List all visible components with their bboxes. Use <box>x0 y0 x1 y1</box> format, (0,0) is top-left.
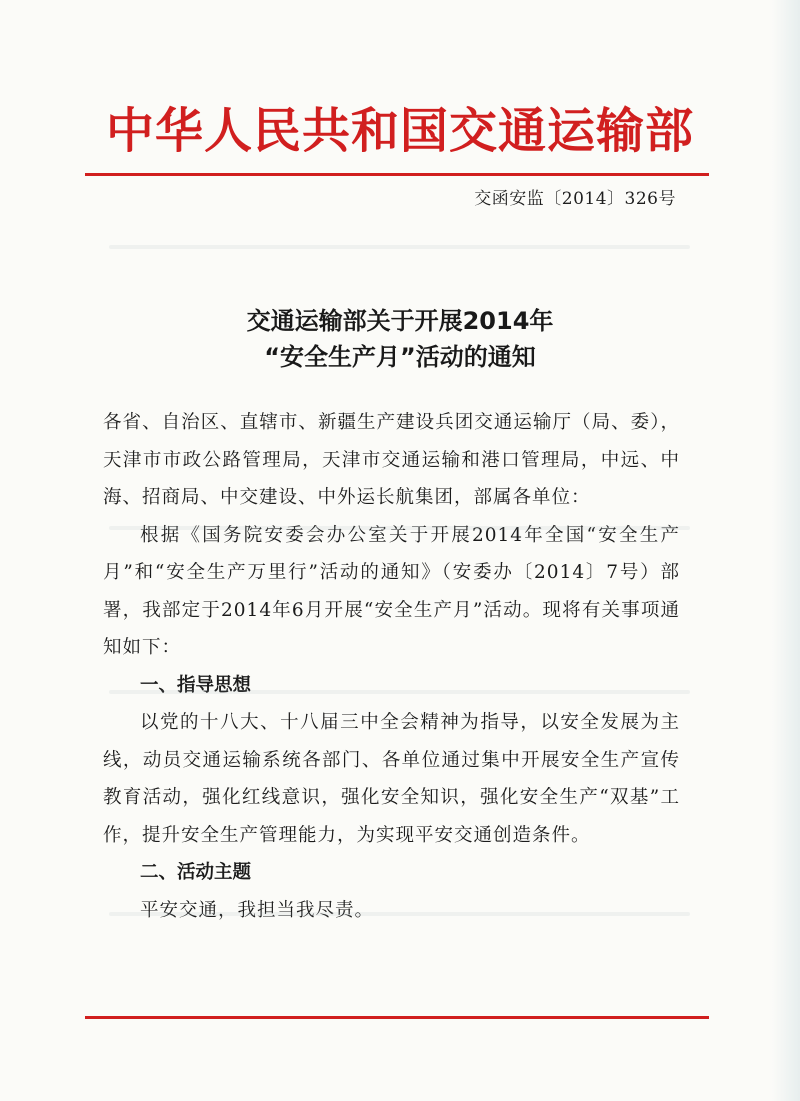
scan-artifact-line <box>109 526 690 530</box>
scan-artifact-line <box>109 690 690 694</box>
recipient-list: 各省、自治区、直辖市、新疆生产建设兵团交通运输厅（局、委），天津市市政公路管理局，天津市交通运输和港口管理局，中远、中海、招商局、中交建设、中外运长航集团，部属各单位： <box>103 412 680 508</box>
bottom-red-rule <box>85 1016 709 1019</box>
section-heading-activity-theme: 二、活动主题 <box>140 862 252 883</box>
issuing-authority-title: 中华人民共和国交通运输部 <box>105 103 694 159</box>
scan-artifact-line <box>109 912 690 916</box>
activity-theme-text: 平安交通，我担当我尽责。 <box>140 899 375 921</box>
notice-title-line-1: 交通运输部关于开展2014年 <box>246 307 554 335</box>
notice-title <box>0 303 800 375</box>
guiding-principle-text: 以党的十八大、十八届三中全会精神为指导，以安全发展为主线，动员交通运输系统各部门、各单位通过集中开展安全生产宣传教育活动，强化红线意识，强化安全知识，强化安全生产“双基”工作，提升安全生产管理能力，为实现平安交通创造条件。 <box>103 712 680 846</box>
top-red-rule <box>85 173 709 176</box>
notice-title-line-2: “安全生产月”活动的通知 <box>264 343 536 371</box>
notice-body <box>103 404 680 929</box>
intro-paragraph: 根据《国务院安委会办公室关于开展2014年全国“安全生产月”和“安全生产万里行”活动的通知》（安委办〔2014〕7号）部署，我部定于2014年6月开展“安全生产月”活动。现将有关事项通知如下： <box>103 524 680 658</box>
document-number: 交函安监〔2014〕326号 <box>474 189 676 209</box>
scan-artifact-line <box>109 245 690 249</box>
section-heading-guiding-principle: 一、指导思想 <box>140 674 252 696</box>
